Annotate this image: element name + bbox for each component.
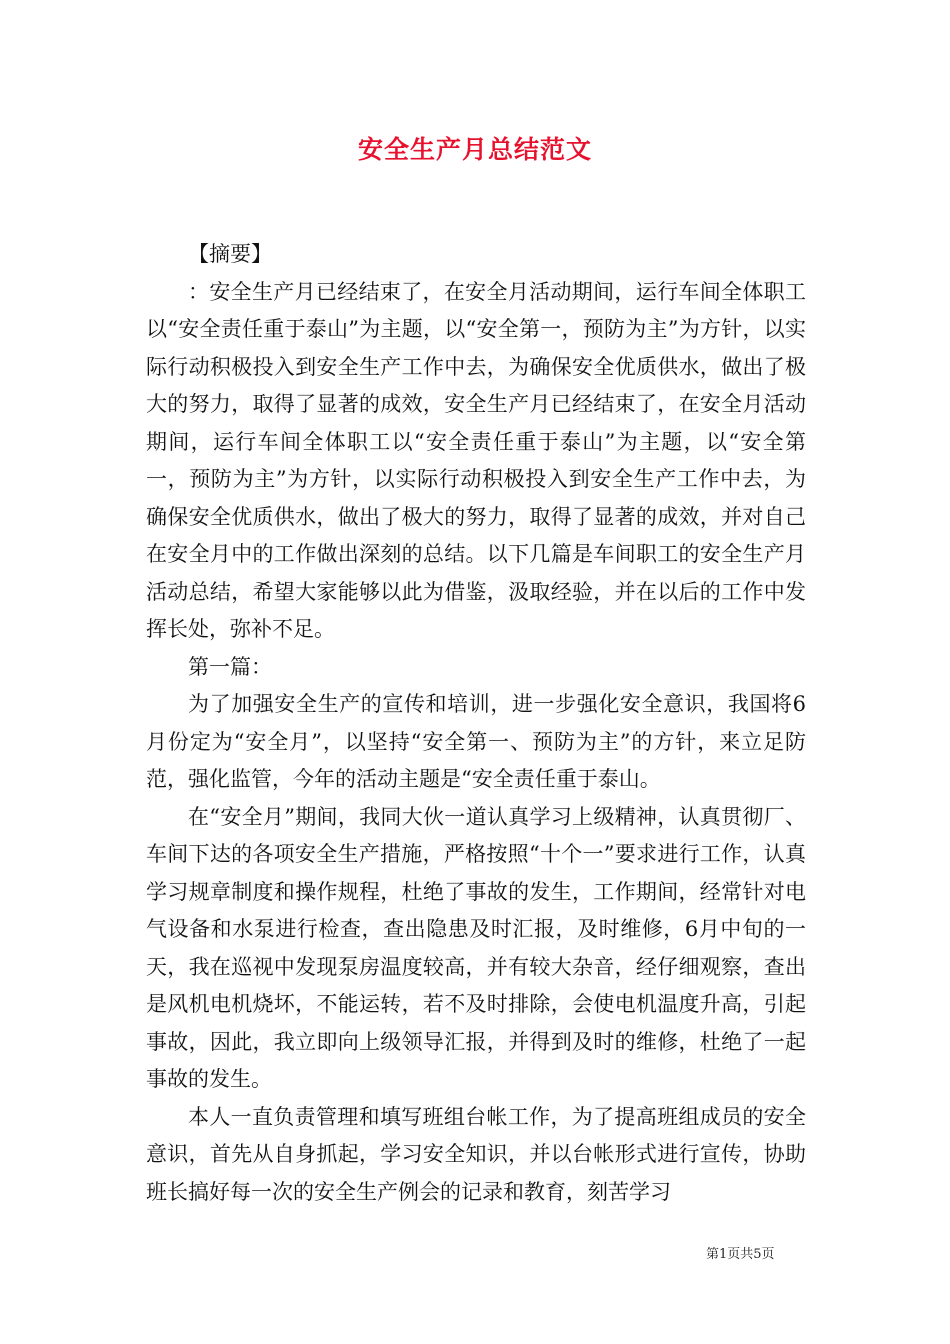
body-paragraph: 在“安全月”期间，我同大伙一道认真学习上级精神，认真贯彻厂、车间下达的各项安全生产措施，严格按照“十个一”要求进行工作，认真学习规章制度和操作规程，杜绝了事故的发生，工作期间，经常针对电气设备和水泵进行检查，查出隐患及时汇报，及时维修，6月中旬的一天，我在巡视中发现泵房温度较高，并有较大杂音，经仔细观察，查出是风机电机烧坏，不能运转，若不及时排除，会使电机温度升高，引起事故，因此，我立即向上级领导汇报，并得到及时的维修，杜绝了一起事故的发生。: [146, 804, 806, 1091]
section-label: 第一篇：: [188, 654, 272, 679]
document-title: 安全生产月总结范文: [357, 135, 592, 164]
abstract-paragraph: ：安全生产月已经结束了，在安全月活动期间，运行车间全体职工以“安全责任重于泰山”为主题，以“安全第一，预防为主”为方针，以实际行动积极投入到安全生产工作中去，为确保安全优质供水，做出了极大的努力，取得了显著的成效，安全生产月已经结束了，在安全月活动期间，运行车间全体职工以“安全责任重于泰山”为主题，以“安全第一，预防为主”为方针，以实际行动积极投入到安全生产工作中去，为确保安全优质供水，做出了极大的努力，取得了显著的成效，并对自己在安全月中的工作做出深刻的总结。以下几篇是车间职工的安全生产月活动总结，希望大家能够以此为借鉴，汲取经验，并在以后的工作中发挥长处，弥补不足。: [146, 279, 806, 641]
page-number-footer: 第1页共5页: [706, 1247, 775, 1262]
body-paragraph: 本人一直负责管理和填写班组台帐工作，为了提高班组成员的安全意识，首先从自身抓起，学习安全知识，并以台帐形式进行宣传，协助班长搞好每一次的安全生产例会的记录和教育，刻苦学习: [146, 1104, 806, 1204]
body-paragraph: 为了加强安全生产的宣传和培训，进一步强化安全意识，我国将6月份定为“安全月”，以坚持“安全第一、预防为主”的方针，来立足防范，强化监管，今年的活动主题是“安全责任重于泰山。: [146, 692, 806, 791]
document-body: [146, 236, 806, 1211]
abstract-heading: 【摘要】: [188, 242, 272, 266]
